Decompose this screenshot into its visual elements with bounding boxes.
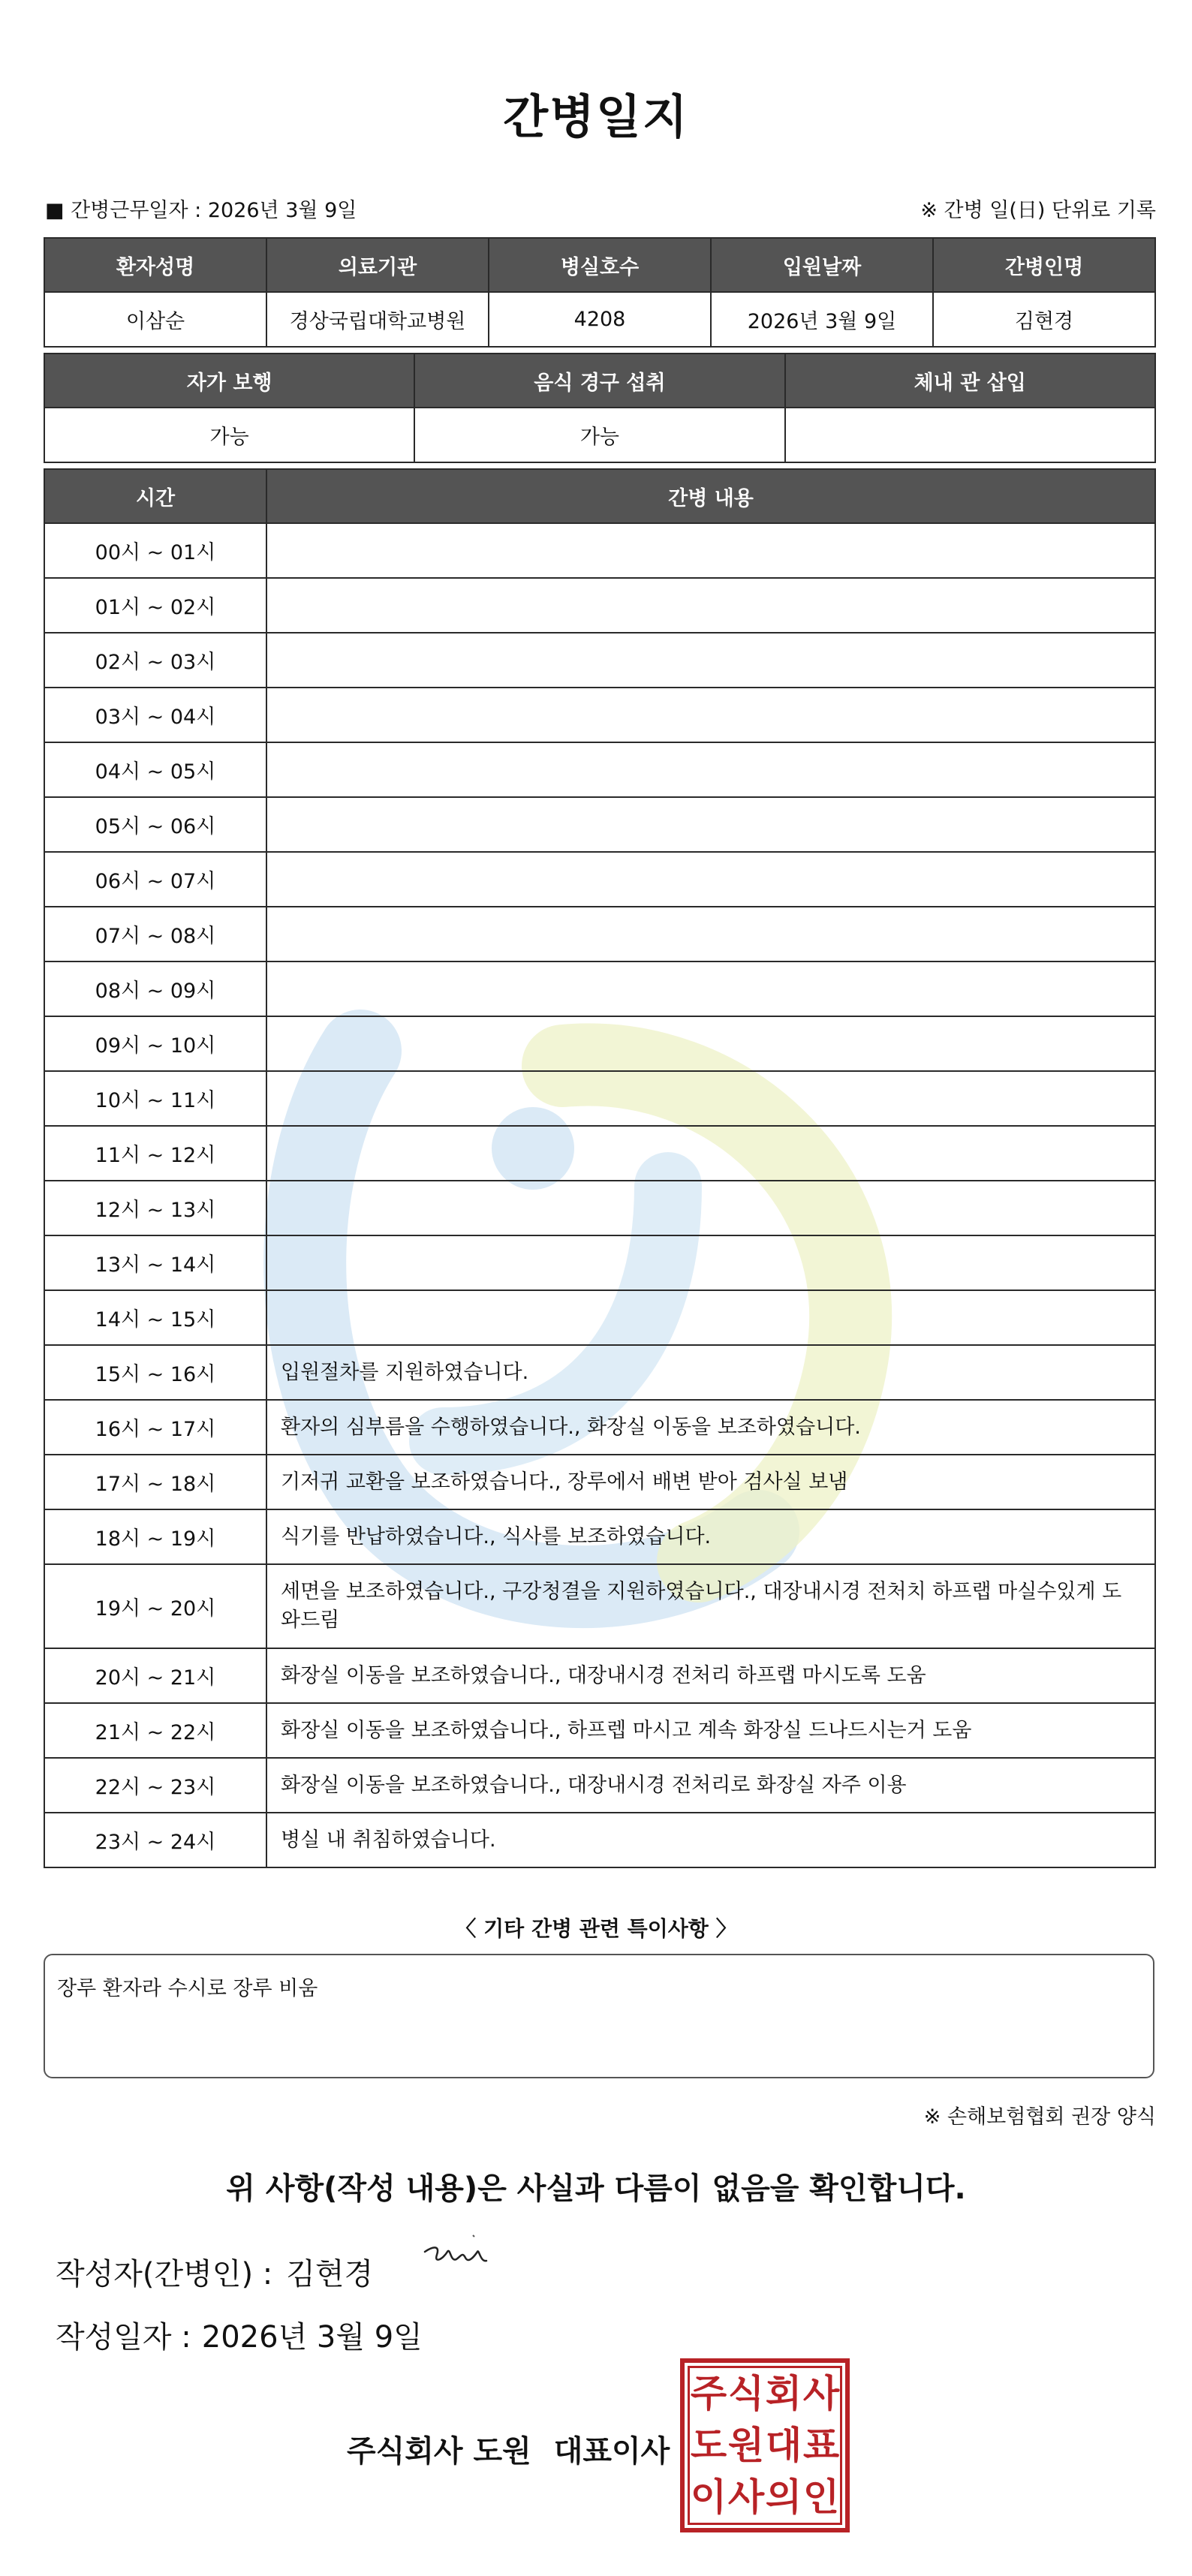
time-slot: 20시 ~ 21시 xyxy=(44,1648,266,1703)
table-row xyxy=(44,1290,1155,1345)
header-patient-name: 환자성명 xyxy=(44,238,266,292)
care-content xyxy=(266,1290,1155,1345)
time-slot: 16시 ~ 17시 xyxy=(44,1400,266,1455)
time-slot: 06시 ~ 07시 xyxy=(44,852,266,907)
seal-character: 도 xyxy=(690,2423,727,2467)
table-header-row xyxy=(44,354,1155,408)
written-date-line xyxy=(56,2313,423,2356)
table-row xyxy=(44,742,1155,797)
time-slot: 18시 ~ 19시 xyxy=(44,1509,266,1564)
time-slot: 13시 ~ 14시 xyxy=(44,1235,266,1290)
table-row xyxy=(44,1758,1155,1813)
patient-status-table xyxy=(44,353,1156,463)
header-care-content: 간병 내용 xyxy=(266,469,1155,523)
time-slot: 23시 ~ 24시 xyxy=(44,1813,266,1867)
seal-character: 주 xyxy=(690,2372,727,2416)
table-row xyxy=(44,1071,1155,1126)
work-date: ■ 간병근무일자 : 2026년 3월 9일 xyxy=(45,199,357,222)
time-slot: 14시 ~ 15시 xyxy=(44,1290,266,1345)
care-content: 화장실 이동을 보조하였습니다., 대장내시경 전처리로 화장실 자주 이용 xyxy=(266,1758,1155,1813)
time-slot: 17시 ~ 18시 xyxy=(44,1455,266,1509)
care-content xyxy=(266,633,1155,688)
header-room: 병실호수 xyxy=(489,238,711,292)
tube-insertion-value xyxy=(785,408,1155,462)
special-notes-title: 〈 기타 간병 관련 특이사항 〉 xyxy=(455,1916,737,1941)
confirmation-statement: 위 사항(작성 내용)은 사실과 다름이 없음을 확인합니다. xyxy=(226,2171,966,2206)
care-content xyxy=(266,578,1155,633)
writer-line xyxy=(56,2250,373,2293)
company-seal-icon xyxy=(680,2358,850,2532)
patient-name: 이삼순 xyxy=(44,292,266,347)
care-content xyxy=(266,961,1155,1016)
self-walking-value: 가능 xyxy=(44,408,414,462)
care-content: 병실 내 취침하였습니다. xyxy=(266,1813,1155,1867)
table-row xyxy=(44,1455,1155,1509)
table-row xyxy=(44,852,1155,907)
signature-icon xyxy=(420,2229,503,2282)
time-slot: 11시 ~ 12시 xyxy=(44,1126,266,1181)
time-slot: 07시 ~ 08시 xyxy=(44,907,266,961)
table-row xyxy=(44,1703,1155,1758)
table-row xyxy=(44,797,1155,852)
care-content xyxy=(266,797,1155,852)
time-slot: 10시 ~ 11시 xyxy=(44,1071,266,1126)
care-content: 식기를 반납하였습니다., 식사를 보조하였습니다. xyxy=(266,1509,1155,1564)
table-row xyxy=(44,408,1155,462)
table-row xyxy=(44,523,1155,578)
seal-character: 대 xyxy=(765,2423,802,2467)
seal-character: 의 xyxy=(765,2475,802,2519)
header-self-walking: 자가 보행 xyxy=(44,354,414,408)
table-row xyxy=(44,1813,1155,1867)
time-slot: 19시 ~ 20시 xyxy=(44,1564,266,1648)
care-content: 환자의 심부름을 수행하였습니다., 화장실 이동을 보조하였습니다. xyxy=(266,1400,1155,1455)
company-name: 주식회사 도원 xyxy=(347,2434,531,2469)
care-content xyxy=(266,852,1155,907)
seal-character: 표 xyxy=(802,2423,840,2467)
table-row xyxy=(44,1126,1155,1181)
time-slot: 15시 ~ 16시 xyxy=(44,1345,266,1400)
header-oral-intake: 음식 경구 섭취 xyxy=(414,354,784,408)
company-line xyxy=(347,2427,670,2470)
care-content xyxy=(266,1181,1155,1235)
time-slot: 22시 ~ 23시 xyxy=(44,1758,266,1813)
table-row xyxy=(44,961,1155,1016)
seal-character: 인 xyxy=(802,2475,840,2519)
care-content xyxy=(266,742,1155,797)
table-row xyxy=(44,907,1155,961)
oral-intake-value: 가능 xyxy=(414,408,784,462)
seal-character: 식 xyxy=(727,2372,765,2416)
caregiver-name: 김현경 xyxy=(933,292,1155,347)
writer-label: 작성자(간병인) : xyxy=(56,2257,273,2292)
care-content xyxy=(266,1071,1155,1126)
time-slot: 04시 ~ 05시 xyxy=(44,742,266,797)
table-row xyxy=(44,1509,1155,1564)
special-notes-text: 장루 환자라 수시로 장루 비움 xyxy=(57,1977,318,2000)
time-slot: 03시 ~ 04시 xyxy=(44,688,266,742)
time-slot: 01시 ~ 02시 xyxy=(44,578,266,633)
header-time: 시간 xyxy=(44,469,266,523)
time-slot: 09시 ~ 10시 xyxy=(44,1016,266,1071)
table-row xyxy=(44,1181,1155,1235)
written-date-value: 2026년 3월 9일 xyxy=(201,2320,423,2355)
table-row xyxy=(44,578,1155,633)
time-slot: 05시 ~ 06시 xyxy=(44,797,266,852)
table-row xyxy=(44,1235,1155,1290)
care-content xyxy=(266,1235,1155,1290)
care-content xyxy=(266,688,1155,742)
table-row xyxy=(44,1648,1155,1703)
seal-character: 원 xyxy=(727,2423,765,2467)
time-slot: 08시 ~ 09시 xyxy=(44,961,266,1016)
seal-character: 이 xyxy=(690,2475,727,2519)
seal-character: 사 xyxy=(727,2475,765,2519)
time-slot: 02시 ~ 03시 xyxy=(44,633,266,688)
patient-info-table xyxy=(44,237,1156,348)
care-content: 기저귀 교환을 보조하였습니다., 장루에서 배변 받아 검사실 보냄 xyxy=(266,1455,1155,1509)
care-content: 입원절차를 지원하였습니다. xyxy=(266,1345,1155,1400)
seal-character: 회 xyxy=(765,2372,802,2416)
time-slot: 00시 ~ 01시 xyxy=(44,523,266,578)
table-row xyxy=(44,633,1155,688)
table-row xyxy=(44,1016,1155,1071)
page-title: 간병일지 xyxy=(503,89,689,144)
seal-character: 사 xyxy=(802,2372,840,2416)
header-admission-date: 입원날짜 xyxy=(711,238,933,292)
writer-name: 김현경 xyxy=(286,2257,374,2292)
written-date-label: 작성일자 : xyxy=(56,2320,191,2355)
time-slot: 12시 ~ 13시 xyxy=(44,1181,266,1235)
room-number: 4208 xyxy=(489,292,711,347)
table-row xyxy=(44,1345,1155,1400)
header-caregiver: 간병인명 xyxy=(933,238,1155,292)
care-content xyxy=(266,1016,1155,1071)
special-notes-box xyxy=(44,1954,1154,2078)
table-header-row xyxy=(44,238,1155,292)
care-content xyxy=(266,523,1155,578)
ceo-title: 대표이사 xyxy=(553,2434,670,2469)
care-content xyxy=(266,1126,1155,1181)
hospital: 경상국립대학교병원 xyxy=(266,292,489,347)
care-content: 화장실 이동을 보조하였습니다., 하프렙 마시고 계속 화장실 드나드시는거 도움 xyxy=(266,1703,1155,1758)
time-slot: 21시 ~ 22시 xyxy=(44,1703,266,1758)
table-header-row xyxy=(44,469,1155,523)
admission-date: 2026년 3월 9일 xyxy=(711,292,933,347)
table-row xyxy=(44,292,1155,347)
table-row xyxy=(44,1564,1155,1648)
form-note: ※ 손해보험협회 권장 양식 xyxy=(923,2105,1156,2129)
care-content xyxy=(266,907,1155,961)
care-log-table xyxy=(44,468,1156,1868)
table-row xyxy=(44,688,1155,742)
header-tube-insertion: 체내 관 삽입 xyxy=(785,354,1155,408)
table-row xyxy=(44,1400,1155,1455)
care-content: 세면을 보조하였습니다., 구강청결을 지원하였습니다., 대장내시경 전처치 하프랩 마실수있게 도와드림 xyxy=(266,1564,1155,1648)
unit-note: ※ 간병 일(日) 단위로 기록 xyxy=(920,199,1156,222)
care-content: 화장실 이동을 보조하였습니다., 대장내시경 전처리 하프랩 마시도록 도움 xyxy=(266,1648,1155,1703)
header-hospital: 의료기관 xyxy=(266,238,489,292)
